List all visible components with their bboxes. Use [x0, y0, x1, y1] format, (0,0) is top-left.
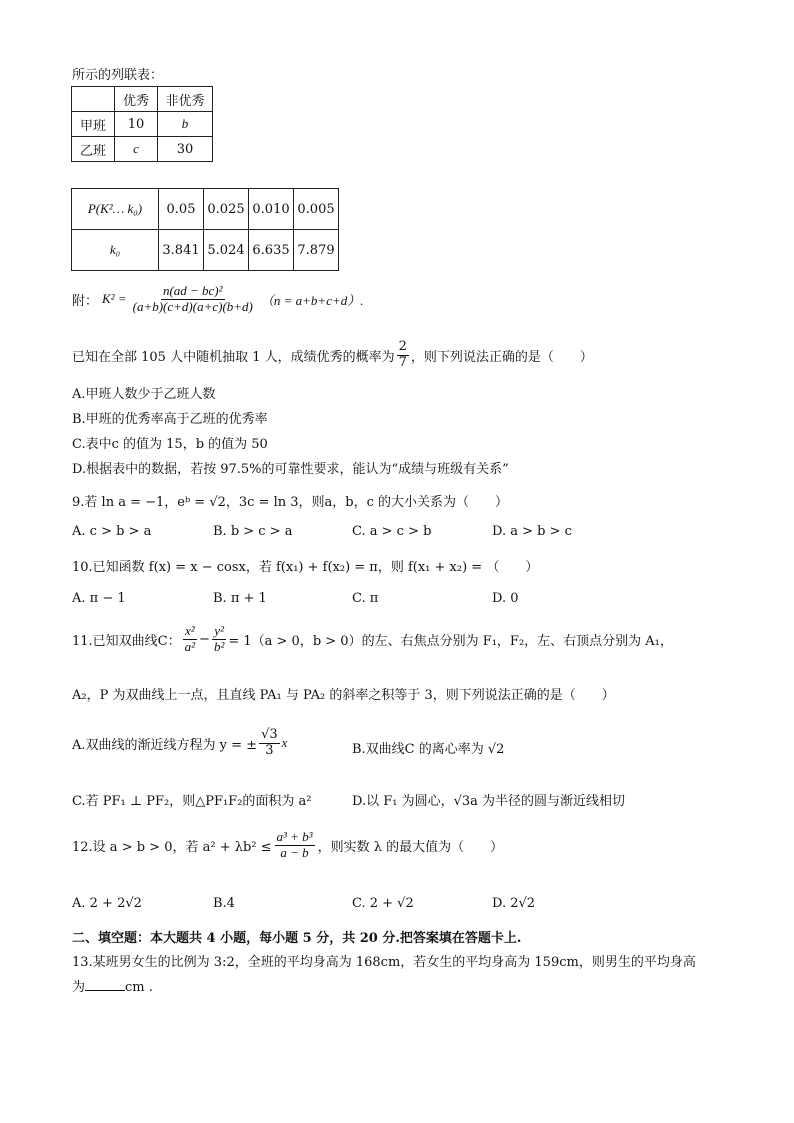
q8-option-b: B.甲班的优秀率高于乙班的优秀率 [72, 412, 268, 427]
question-11-stem [72, 624, 673, 655]
table-cell: 非优秀 [158, 87, 213, 112]
table-row [72, 230, 339, 271]
q11-option-a-text: A.双曲线的渐近线方程为 y = ± [72, 737, 258, 753]
q9-option-b: B. b > c > a [213, 524, 293, 539]
formula-fraction [131, 284, 255, 315]
table-cell: 3.841 [159, 230, 204, 271]
q11-opta-den: 3 [265, 742, 274, 758]
q11-opta-num: √3 [261, 727, 278, 742]
q12-option-c: C. 2 + √2 [352, 896, 414, 911]
table-cell: 5.024 [204, 230, 249, 271]
q11-option-b: B.双曲线C 的离心率为 √2 [352, 742, 505, 757]
table-cell: 10 [115, 112, 158, 137]
formula-denominator: (a+b)(c+d)(a+c)(b+d) [132, 298, 253, 314]
q12-stem-part2: ，则实数 λ 的最大值为（ ） [317, 839, 504, 855]
table-cell: 甲班 [72, 112, 115, 137]
table-cell: 优秀 [115, 87, 158, 112]
q11-x-fraction [183, 624, 197, 655]
q9-option-d: D. a > b > c [492, 524, 572, 539]
table-cell: 0.025 [204, 189, 249, 230]
question-13-line1: 13.某班男女生的比例为 3:2，全班的平均身高为 168cm，若女生的平均身高为 159cm，则男生的平均身高 [72, 955, 696, 970]
table-cell: P(K²… k₀) [72, 189, 159, 230]
intro-text: 所示的列联表： [72, 68, 164, 83]
table-cell: 0.010 [249, 189, 294, 230]
formula-condition: （n = a+b+c+d）. [260, 292, 364, 308]
question-10-stem: 10.已知函数 f(x) = x − cosx，若 f(x₁) + f(x₂) = π，则 f(x₁ + x₂) = （ ） [72, 560, 539, 575]
critical-value-table [71, 188, 339, 271]
q8-probability-fraction [397, 340, 409, 371]
q8-frac-num: 2 [398, 339, 407, 354]
table-cell: b [158, 112, 213, 137]
question-13-line2 [72, 976, 153, 995]
table-row [72, 87, 213, 112]
q12-frac-num: a³ + b³ [276, 829, 313, 844]
q12-option-d: D. 2√2 [492, 896, 536, 911]
q9-option-a: A. c > b > a [72, 524, 152, 539]
q8-option-a: A.甲班人数少于乙班人数 [72, 387, 216, 402]
section-heading: 二、填空题：本大题共 4 小题，每小题 5 分，共 20 分.把答案填在答题卡上. [72, 931, 522, 946]
q11-frac1-num: x² [184, 623, 195, 638]
chi-square-formula [72, 284, 364, 315]
q9-option-c: C. a > c > b [352, 524, 432, 539]
q11-frac2-num: y² [214, 623, 224, 638]
table-cell: k₀ [72, 230, 159, 271]
q8-option-c: C.表中c 的值为 15，b 的值为 50 [72, 437, 268, 452]
q11-label: 11.已知双曲线C： [72, 633, 181, 649]
q10-option-a: A. π − 1 [72, 591, 126, 606]
contingency-table [71, 86, 213, 162]
table-row [72, 189, 339, 230]
table-cell: 乙班 [72, 137, 115, 162]
q11-stem-rest: = 1（a > 0，b > 0）的左、右焦点分别为 F₁，F₂，左、右顶点分别为 A₁， [228, 633, 673, 649]
table-row [72, 137, 213, 162]
table-cell: 30 [158, 137, 213, 162]
q12-stem-part1: 12.设 a > b > 0，若 a² + λb² ≤ [72, 839, 272, 855]
formula-lhs: K² = [102, 291, 127, 307]
q11-option-a-var: x [281, 735, 288, 751]
q12-frac-den: a − b [280, 844, 309, 860]
q12-option-a: A. 2 + 2√2 [72, 896, 142, 911]
q11-option-d: D.以 F₁ 为圆心，√3a 为半径的圆与渐近线相切 [352, 794, 626, 809]
question-9-stem: 9.若 ln a = −1，eᵇ = √2，3c = ln 3，则a，b，c 的大小关系为（ ） [72, 495, 509, 510]
q12-fraction [275, 830, 315, 861]
q13-line2-post: cm . [125, 980, 153, 995]
answer-blank [85, 978, 125, 991]
formula-numerator: n(ad − bc)² [162, 283, 223, 298]
table-row [72, 112, 213, 137]
table-cell [72, 87, 115, 112]
q11-frac2-den: b² [213, 638, 225, 654]
table-cell: 0.005 [294, 189, 339, 230]
q10-option-c: C. π [352, 591, 379, 606]
q8-frac-den: 7 [398, 354, 407, 370]
q12-option-b: B.4 [213, 896, 235, 911]
q11-option-a-fraction [259, 728, 280, 759]
q11-stem-line2: A₂，P 为双曲线上一点，且直线 PA₁ 与 PA₂ 的斜率之积等于 3，则下列说法正确的是（ ） [72, 688, 615, 703]
q8-stem-part2: ，则下列说法正确的是（ ） [410, 349, 593, 365]
q11-option-a [72, 728, 287, 759]
q11-frac1-den: a² [184, 638, 196, 654]
q11-y-fraction [212, 624, 226, 655]
formula-prefix: 附： [72, 293, 99, 309]
table-cell: 6.635 [249, 230, 294, 271]
question-8-stem [72, 340, 593, 371]
table-cell: 0.05 [159, 189, 204, 230]
q8-stem-part1: 已知在全部 105 人中随机抽取 1 人，成绩优秀的概率为 [72, 349, 395, 365]
table-cell: 7.879 [294, 230, 339, 271]
table-cell: c [115, 137, 158, 162]
q13-line2-pre: 为 [72, 980, 86, 995]
q8-option-d: D.根据表中的数据，若按 97.5%的可靠性要求，能认为“成绩与班级有关系” [72, 462, 509, 477]
q11-option-c: C.若 PF₁ ⊥ PF₂，则△PF₁F₂的面积为 a² [72, 794, 312, 809]
q10-option-b: B. π + 1 [213, 591, 267, 606]
q11-minus: − [199, 631, 210, 647]
question-12-stem [72, 830, 503, 861]
q10-option-d: D. 0 [492, 591, 519, 606]
